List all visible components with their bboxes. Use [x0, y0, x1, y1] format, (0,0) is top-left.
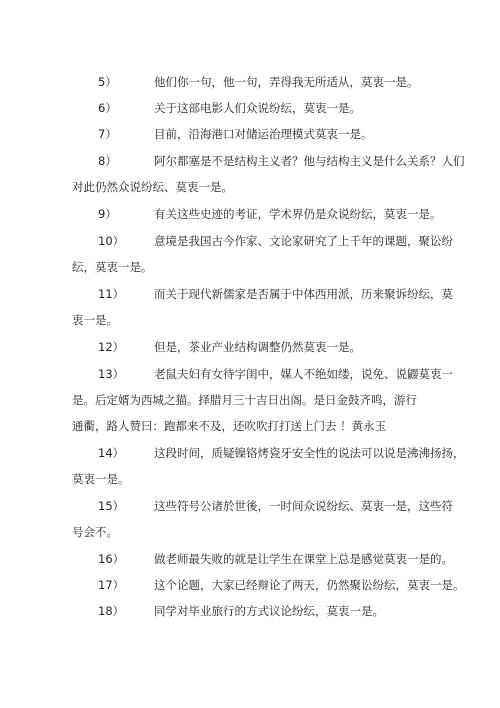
item-number: 10）: [98, 234, 125, 248]
list-item: [72, 121, 373, 147]
list-item: [72, 334, 361, 360]
item-number: 14）: [98, 446, 125, 460]
item-text: 同学对毕业旅行的方式议论纷纭，莫衷一是。: [154, 604, 384, 618]
item-number: 6）: [98, 101, 117, 115]
item-continuation: 号会不。: [72, 525, 118, 539]
item-number: 13）: [98, 367, 125, 381]
item-text: 做老师最失败的就是让学生在课堂上总是感觉莫衷一是的。: [154, 552, 453, 566]
item-number: 15）: [98, 499, 125, 513]
item-text: 有关这些史迹的考证，学术界仍是众说纷纭，莫衷一是。: [154, 207, 442, 221]
item-text: 关于这部电影人们众说纷纭，莫衷一是。: [154, 101, 361, 115]
item-number: 12）: [98, 340, 125, 354]
list-item: [72, 572, 465, 598]
list-item: [72, 148, 465, 174]
item-number: 18）: [98, 604, 125, 618]
item-text: 这段时间，质疑镍铬烤瓷牙安全性的说法可以说是沸沸扬扬，: [154, 446, 465, 460]
item-text: 他们你一句，他一句，弄得我无所适从，莫衷一是。: [154, 75, 419, 89]
list-item: [72, 69, 419, 95]
list-item: [72, 201, 442, 227]
item-continuation: 通衢，路人赞曰：跑都来不及，还吹吹打打送上门去 ！黄永玉: [72, 419, 387, 433]
item-number: 11）: [98, 287, 125, 301]
list-item: [72, 281, 453, 307]
item-continuation: 莫衷一是。: [72, 472, 130, 486]
item-number: 16）: [98, 552, 125, 566]
item-number: 9）: [98, 207, 117, 221]
item-text: 阿尔都塞是不是结构主义者？他与结构主义是什么关系？人们: [154, 154, 465, 168]
item-number: 17）: [98, 578, 125, 592]
list-item: [72, 95, 361, 121]
list-item: [72, 440, 465, 466]
item-continuation: 对此仍然众说纷纭、莫衷一是。: [72, 180, 233, 194]
item-text: 这个论题，大家已经辩论了两天，仍然聚讼纷纭，莫衷一是。: [154, 578, 465, 592]
item-number: 7）: [98, 127, 117, 141]
list-item: [72, 361, 453, 387]
item-text: 但是，茶业产业结构调整仍然莫衷一是。: [154, 340, 361, 354]
item-number: 8）: [98, 154, 117, 168]
item-continuation: 是。后定婿为西城之猫。择腊月三十吉日出阁。是日金鼓齐鸣，游行: [72, 393, 417, 407]
item-text: 目前，沿海港口对储运治理模式莫衷一是。: [154, 127, 373, 141]
item-number: 5）: [98, 75, 117, 89]
item-text: 而关于现代新儒家是否属于中体西用派，历来聚诉纷纭，莫: [154, 287, 453, 301]
list-item: [72, 546, 453, 572]
item-continuation: 衷一是。: [72, 313, 118, 327]
list-item: [72, 598, 384, 624]
list-item: [72, 493, 453, 519]
list-item: [72, 228, 453, 254]
item-continuation: 纭，莫衷一是。: [72, 260, 153, 274]
item-text: 老鼠夫妇有女待字闺中，媒人不绝如缕，说免、说鼹莫衷一: [154, 367, 453, 381]
item-text: 这些符号公诸於世後，一时间众说纷纭、莫衷一是，这些符: [154, 499, 453, 513]
item-text: 意境是我国古今作家、文论家研究了上千年的课题，聚讼纷: [154, 234, 453, 248]
